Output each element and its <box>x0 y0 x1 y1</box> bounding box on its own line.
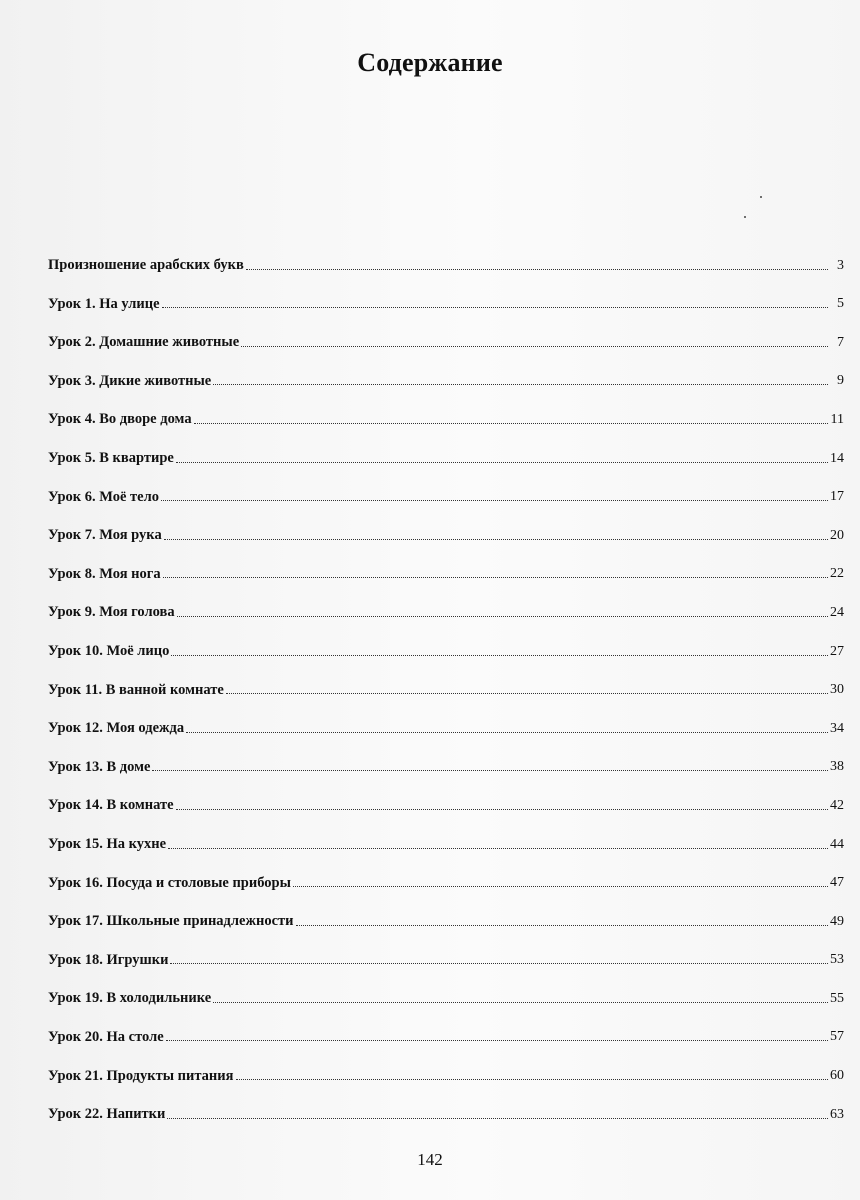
toc-entry <box>48 852 844 891</box>
toc-entry-page-number: 42 <box>830 797 844 813</box>
toc-entry-title: Урок 14. В комнате <box>48 797 174 814</box>
toc-entry-page-number: 30 <box>830 682 844 698</box>
toc-entry-page-number: 20 <box>830 527 844 543</box>
toc-entry-page-number: 55 <box>830 990 844 1006</box>
dot-leader <box>177 616 828 617</box>
dot-leader <box>226 693 828 694</box>
toc-entry-title: Урок 4. Во дворе дома <box>48 411 192 428</box>
dot-leader <box>168 848 828 849</box>
toc-entry-title: Урок 9. Моя голова <box>48 604 175 621</box>
toc-entry-page-number: 3 <box>837 257 844 273</box>
dot-leader <box>171 655 828 656</box>
toc-entry <box>48 234 844 273</box>
dot-leader <box>163 577 828 578</box>
toc-entry-title: Произношение арабских букв <box>48 257 244 274</box>
toc-entry <box>48 504 844 543</box>
toc-entry-page-number: 7 <box>837 334 844 350</box>
toc-entry-title: Урок 12. Моя одежда <box>48 720 185 737</box>
scan-speck <box>744 216 746 218</box>
dot-leader <box>194 423 828 424</box>
dot-leader <box>170 963 828 964</box>
toc-entry-title: Урок 15. На кухне <box>48 836 167 852</box>
toc-entry-title: Урок 13. В доме <box>48 758 151 775</box>
toc-entry-title: Урок 5. В квартире <box>48 450 174 467</box>
toc-entry <box>48 890 844 929</box>
toc-entry-page-number: 17 <box>830 489 844 505</box>
dot-leader <box>241 346 828 347</box>
toc-entry <box>48 350 844 389</box>
toc-entry <box>48 659 844 698</box>
toc-entry-page-number: 57 <box>830 1029 844 1045</box>
toc-entry-page-number: 60 <box>830 1068 844 1084</box>
toc-entry-page-number: 9 <box>837 373 844 389</box>
toc-entry <box>48 929 844 968</box>
dot-leader <box>161 500 828 501</box>
dot-leader <box>164 539 828 540</box>
toc-entry-page-number: 14 <box>830 450 844 466</box>
page-title: Содержание <box>357 48 503 77</box>
toc-entry-title: Урок 8. Моя нога <box>48 565 161 582</box>
dot-leader <box>293 886 828 887</box>
toc-entry <box>48 581 844 620</box>
toc-entry-title: Урок 22. Напитки <box>48 1106 166 1123</box>
dot-leader <box>176 462 828 463</box>
toc-entry <box>48 813 844 852</box>
page-number: 142 <box>417 1150 443 1169</box>
toc-entry <box>48 774 844 813</box>
toc-entry-page-number: 5 <box>837 296 844 312</box>
dot-leader <box>246 269 828 270</box>
toc-entry-title: Урок 2. Домашние животные <box>48 334 240 351</box>
dot-leader <box>186 732 828 733</box>
toc-entry-title: Урок 16. Посуда и столовые приборы <box>48 874 291 891</box>
toc-entry-title: Урок 11. В ванной комнате <box>48 681 224 698</box>
toc-entry <box>48 543 844 582</box>
toc-entry <box>48 736 844 775</box>
toc-entry-page-number: 53 <box>830 952 844 968</box>
toc-entry-title: Урок 3. Дикие животные <box>48 372 212 389</box>
toc-entry <box>48 388 844 427</box>
toc-entry <box>48 1006 844 1045</box>
toc-entry-title: Урок 7. Моя рука <box>48 527 162 544</box>
toc-entry-title: Урок 19. В холодильнике <box>48 990 212 1007</box>
toc-entry-page-number: 24 <box>830 604 844 620</box>
toc-entry-title: Урок 21. Продукты питания <box>48 1067 234 1084</box>
toc-entry <box>48 311 844 350</box>
toc-entry <box>48 427 844 466</box>
toc-entry <box>48 620 844 659</box>
toc-entry-title: Урок 20. На столе <box>48 1028 164 1045</box>
toc-entry-page-number: 63 <box>830 1106 844 1122</box>
toc-entry-page-number: 11 <box>830 411 844 427</box>
dot-leader <box>166 1040 828 1041</box>
toc-entry <box>48 273 844 312</box>
toc-entry <box>48 967 844 1006</box>
dot-leader <box>152 770 828 771</box>
toc-entry-title: Урок 17. Школьные принадлежности <box>48 913 294 930</box>
toc-entry-page-number: 27 <box>830 643 844 659</box>
toc-entry-title: Урок 6. Моё тело <box>48 488 159 505</box>
table-of-contents <box>48 234 844 1122</box>
toc-entry <box>48 697 844 736</box>
toc-entry-title: Урок 18. Игрушки <box>48 951 169 968</box>
dot-leader <box>167 1118 828 1119</box>
dot-leader <box>162 307 828 308</box>
toc-entry-page-number: 47 <box>830 875 844 891</box>
toc-entry-page-number: 44 <box>830 836 844 852</box>
toc-entry <box>48 1044 844 1083</box>
dot-leader <box>213 1002 828 1003</box>
toc-entry-page-number: 22 <box>830 566 844 582</box>
dot-leader <box>176 809 828 810</box>
toc-entry-page-number: 34 <box>830 720 844 736</box>
toc-entry-page-number: 38 <box>830 759 844 775</box>
scan-speck <box>760 196 762 198</box>
toc-entry-title: Урок 10. Моё лицо <box>48 643 170 660</box>
toc-entry <box>48 466 844 505</box>
dot-leader <box>296 925 829 926</box>
dot-leader <box>236 1079 829 1080</box>
toc-entry-page-number: 49 <box>830 913 844 929</box>
dot-leader <box>213 384 828 385</box>
toc-entry-title: Урок 1. На улице <box>48 295 160 312</box>
toc-entry <box>48 1083 844 1122</box>
